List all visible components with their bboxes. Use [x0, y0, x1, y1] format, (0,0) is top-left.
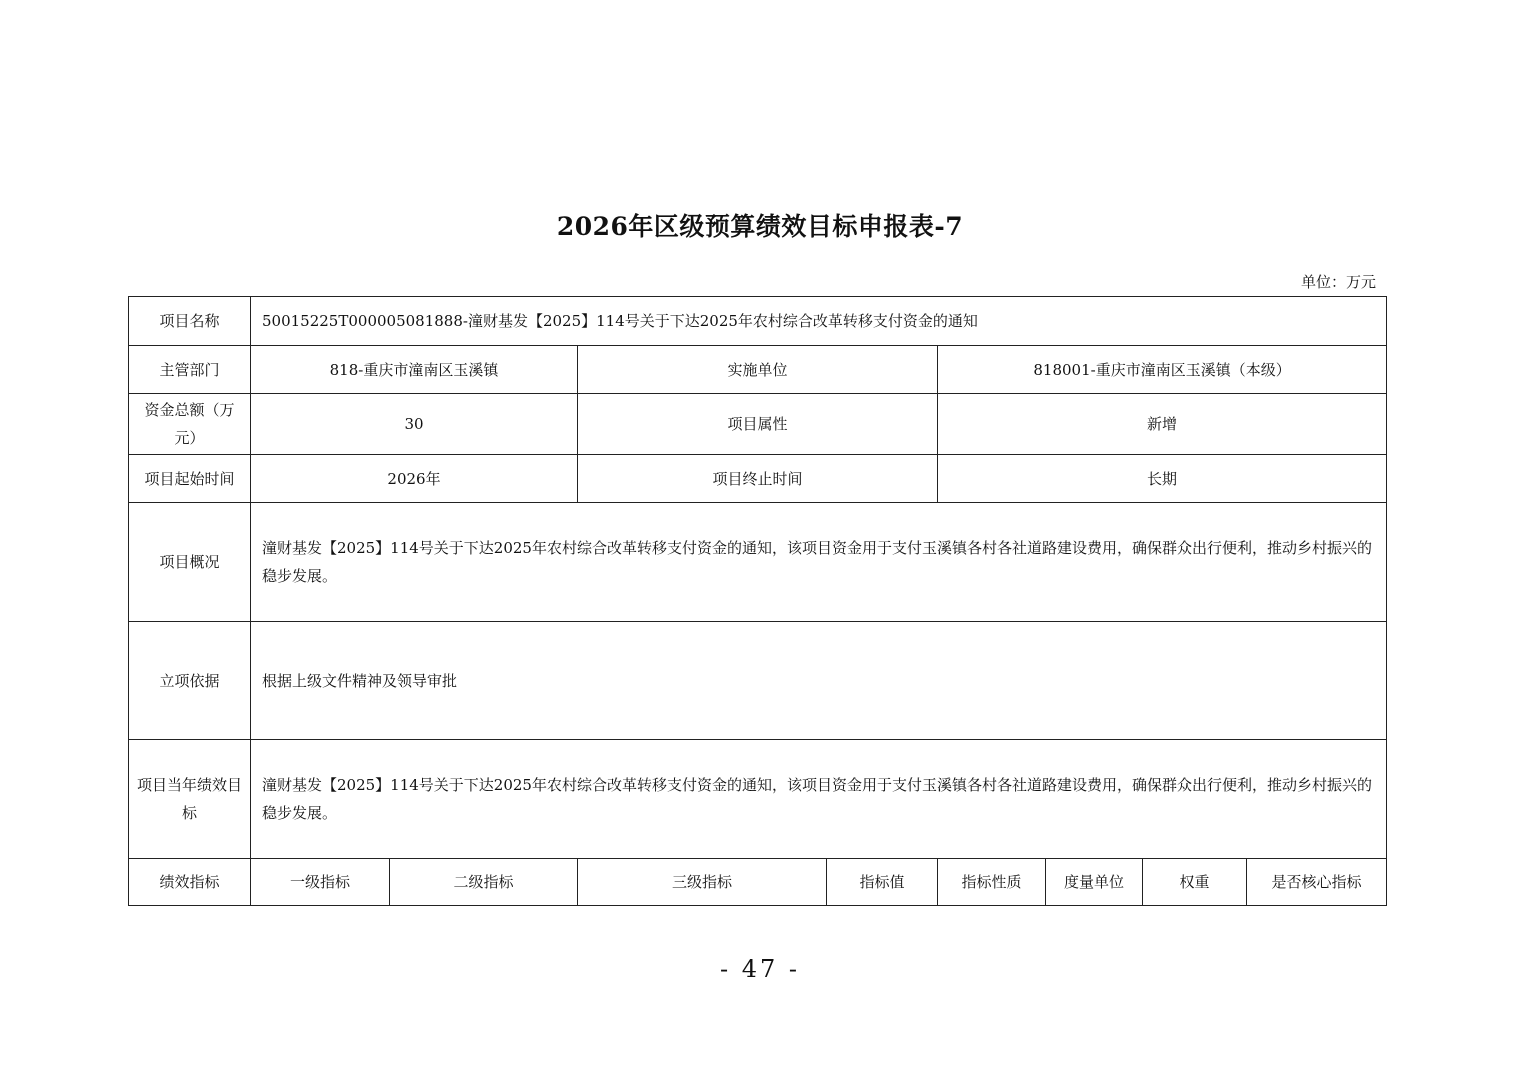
row-period [129, 455, 1387, 503]
attr-label: 项目属性 [578, 394, 938, 455]
header-nature: 指标性质 [938, 859, 1046, 906]
overview-value: 潼财基发【2025】114号关于下达2025年农村综合改革转移支付资金的通知，该项目资金用于支付玉溪镇各村各社道路建设费用，确保群众出行便利，推动乡村振兴的稳步发展。 [251, 503, 1387, 622]
header-unit: 度量单位 [1046, 859, 1143, 906]
start-value: 2026年 [251, 455, 578, 503]
row-dept [129, 346, 1387, 394]
project-name-label: 项目名称 [129, 297, 251, 346]
row-overview [129, 503, 1387, 622]
header-level3: 三级指标 [578, 859, 827, 906]
unit-label: 单位：万元 [1300, 273, 1376, 291]
row-funds [129, 394, 1387, 455]
end-value: 长期 [938, 455, 1387, 503]
basis-value: 根据上级文件精神及领导审批 [251, 622, 1387, 740]
row-indicators-header [129, 859, 1387, 906]
funds-label: 资金总额（万元） [129, 394, 251, 455]
goal-label: 项目当年绩效目标 [129, 740, 251, 859]
impl-unit-value: 818001-重庆市潼南区玉溪镇（本级） [938, 346, 1387, 394]
header-core: 是否核心指标 [1247, 859, 1387, 906]
goal-value: 潼财基发【2025】114号关于下达2025年农村综合改革转移支付资金的通知，该项目资金用于支付玉溪镇各村各社道路建设费用，确保群众出行便利，推动乡村振兴的稳步发展。 [251, 740, 1387, 859]
project-name-value: 50015225T000005081888-潼财基发【2025】114号关于下达2025年农村综合改革转移支付资金的通知 [251, 297, 1387, 346]
basis-label: 立项依据 [129, 622, 251, 740]
dept-value: 818-重庆市潼南区玉溪镇 [251, 346, 578, 394]
dept-label: 主管部门 [129, 346, 251, 394]
header-value: 指标值 [827, 859, 938, 906]
header-level1: 一级指标 [251, 859, 390, 906]
row-basis [129, 622, 1387, 740]
overview-label: 项目概况 [129, 503, 251, 622]
row-goal [129, 740, 1387, 859]
header-weight: 权重 [1143, 859, 1247, 906]
end-label: 项目终止时间 [578, 455, 938, 503]
header-level2: 二级指标 [390, 859, 578, 906]
impl-unit-label: 实施单位 [578, 346, 938, 394]
page-number: - 47 - [719, 955, 800, 983]
funds-value: 30 [251, 394, 578, 455]
budget-form-table [128, 296, 1387, 906]
start-label: 项目起始时间 [129, 455, 251, 503]
row-project-name [129, 297, 1387, 346]
indicators-label: 绩效指标 [129, 859, 251, 906]
attr-value: 新增 [938, 394, 1387, 455]
page-title: 2026年区级预算绩效目标申报表-7 [556, 212, 964, 241]
